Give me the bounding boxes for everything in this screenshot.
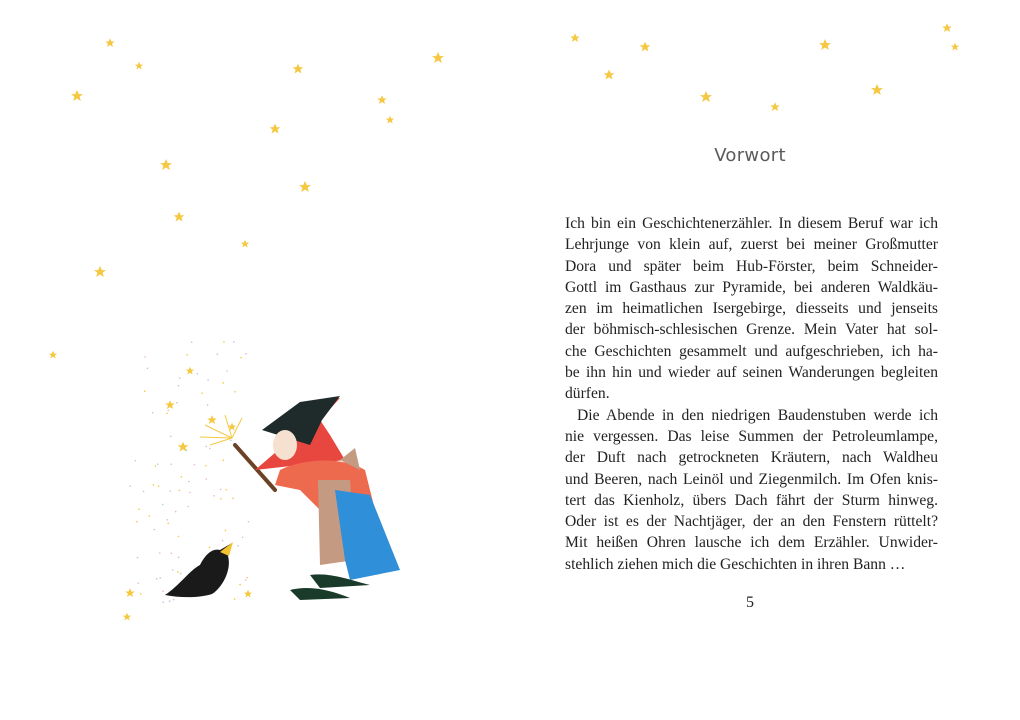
text-line: der Duft nach getrockneten Kräutern, nach Waldheu xyxy=(565,449,938,467)
star-icon xyxy=(71,90,83,101)
text-line: dürfen. xyxy=(565,385,610,403)
star-icon xyxy=(174,212,185,222)
star-icon xyxy=(293,64,304,74)
text-line: tert das Kienholz, übers Dach fährt der Sturm hinweg. xyxy=(565,491,938,509)
star-icon xyxy=(819,39,831,50)
text-line: Gottl im Gasthaus zur Pyramide, bei anderen Waldkäu- xyxy=(565,278,938,296)
star-icon xyxy=(135,62,143,70)
text-line: Dora und später beim Hub-Förster, beim Schneider- xyxy=(565,257,938,275)
text-line: stehlich ziehen mich die Geschichten in ihren Bann … xyxy=(565,555,906,573)
text-line: Die Abende in den niedrigen Baudenstuben werde ich xyxy=(577,406,938,424)
star-icon xyxy=(125,588,135,597)
raven-figure xyxy=(165,542,233,597)
star-icon xyxy=(270,124,281,134)
star-icon xyxy=(570,33,580,42)
page-number: 5 xyxy=(746,594,754,611)
text-line: Ich bin ein Geschichtenerzähler. In diesem Beruf war ich xyxy=(565,215,938,232)
star-icon xyxy=(94,266,106,277)
star-icon xyxy=(241,240,249,248)
page-title: Vorwort xyxy=(714,145,786,166)
star-icon xyxy=(432,52,444,63)
star-icon xyxy=(105,38,115,47)
text-line: nie vergessen. Das leise Summen der Petroleumlampe, xyxy=(565,427,938,445)
text-line: che Geschichten gesammelt und aufgeschrieben, ich ha- xyxy=(565,342,938,360)
star-icon xyxy=(604,70,615,80)
star-icon xyxy=(942,23,952,32)
text-line: zen im heimatlichen Isergebirge, diesseits und jenseits xyxy=(565,300,938,318)
text-line: be ihn hin und wieder auf seinen Wanderungen begleiten xyxy=(565,364,938,382)
star-icon xyxy=(160,159,172,170)
star-icon xyxy=(770,102,780,111)
text-line: und Beeren, nach Leinöl und Ziegenmilch. Im Ofen knis- xyxy=(565,470,938,488)
star-icon xyxy=(123,613,131,621)
text-line: Lehrjunge von klein auf, zuerst bei meiner Großmutter xyxy=(565,236,938,254)
star-icon xyxy=(871,84,883,95)
text-line: Oder ist es der Nachtjäger, der an den Fenstern rüttelt? xyxy=(565,513,938,531)
star-icon xyxy=(386,116,394,124)
star-icon xyxy=(640,42,651,52)
star-icon xyxy=(951,43,959,51)
sparkle-dots xyxy=(129,341,249,603)
star-icon xyxy=(700,91,712,102)
wand-sparkle xyxy=(200,415,242,445)
star-icon xyxy=(244,590,252,598)
star-icon xyxy=(377,95,387,104)
star-icon xyxy=(165,400,175,409)
text-line: Mit heißen Ohren lausche ich dem Erzähler. Unwider- xyxy=(565,534,938,552)
star-icon xyxy=(207,415,217,424)
star-icon xyxy=(186,367,194,375)
body-text xyxy=(565,213,938,575)
text-line: der böhmisch-schlesischen Grenze. Mein Vater hat sol- xyxy=(565,321,938,339)
star-icon xyxy=(299,181,311,192)
star-icon xyxy=(49,351,57,359)
witch-figure xyxy=(235,396,400,600)
